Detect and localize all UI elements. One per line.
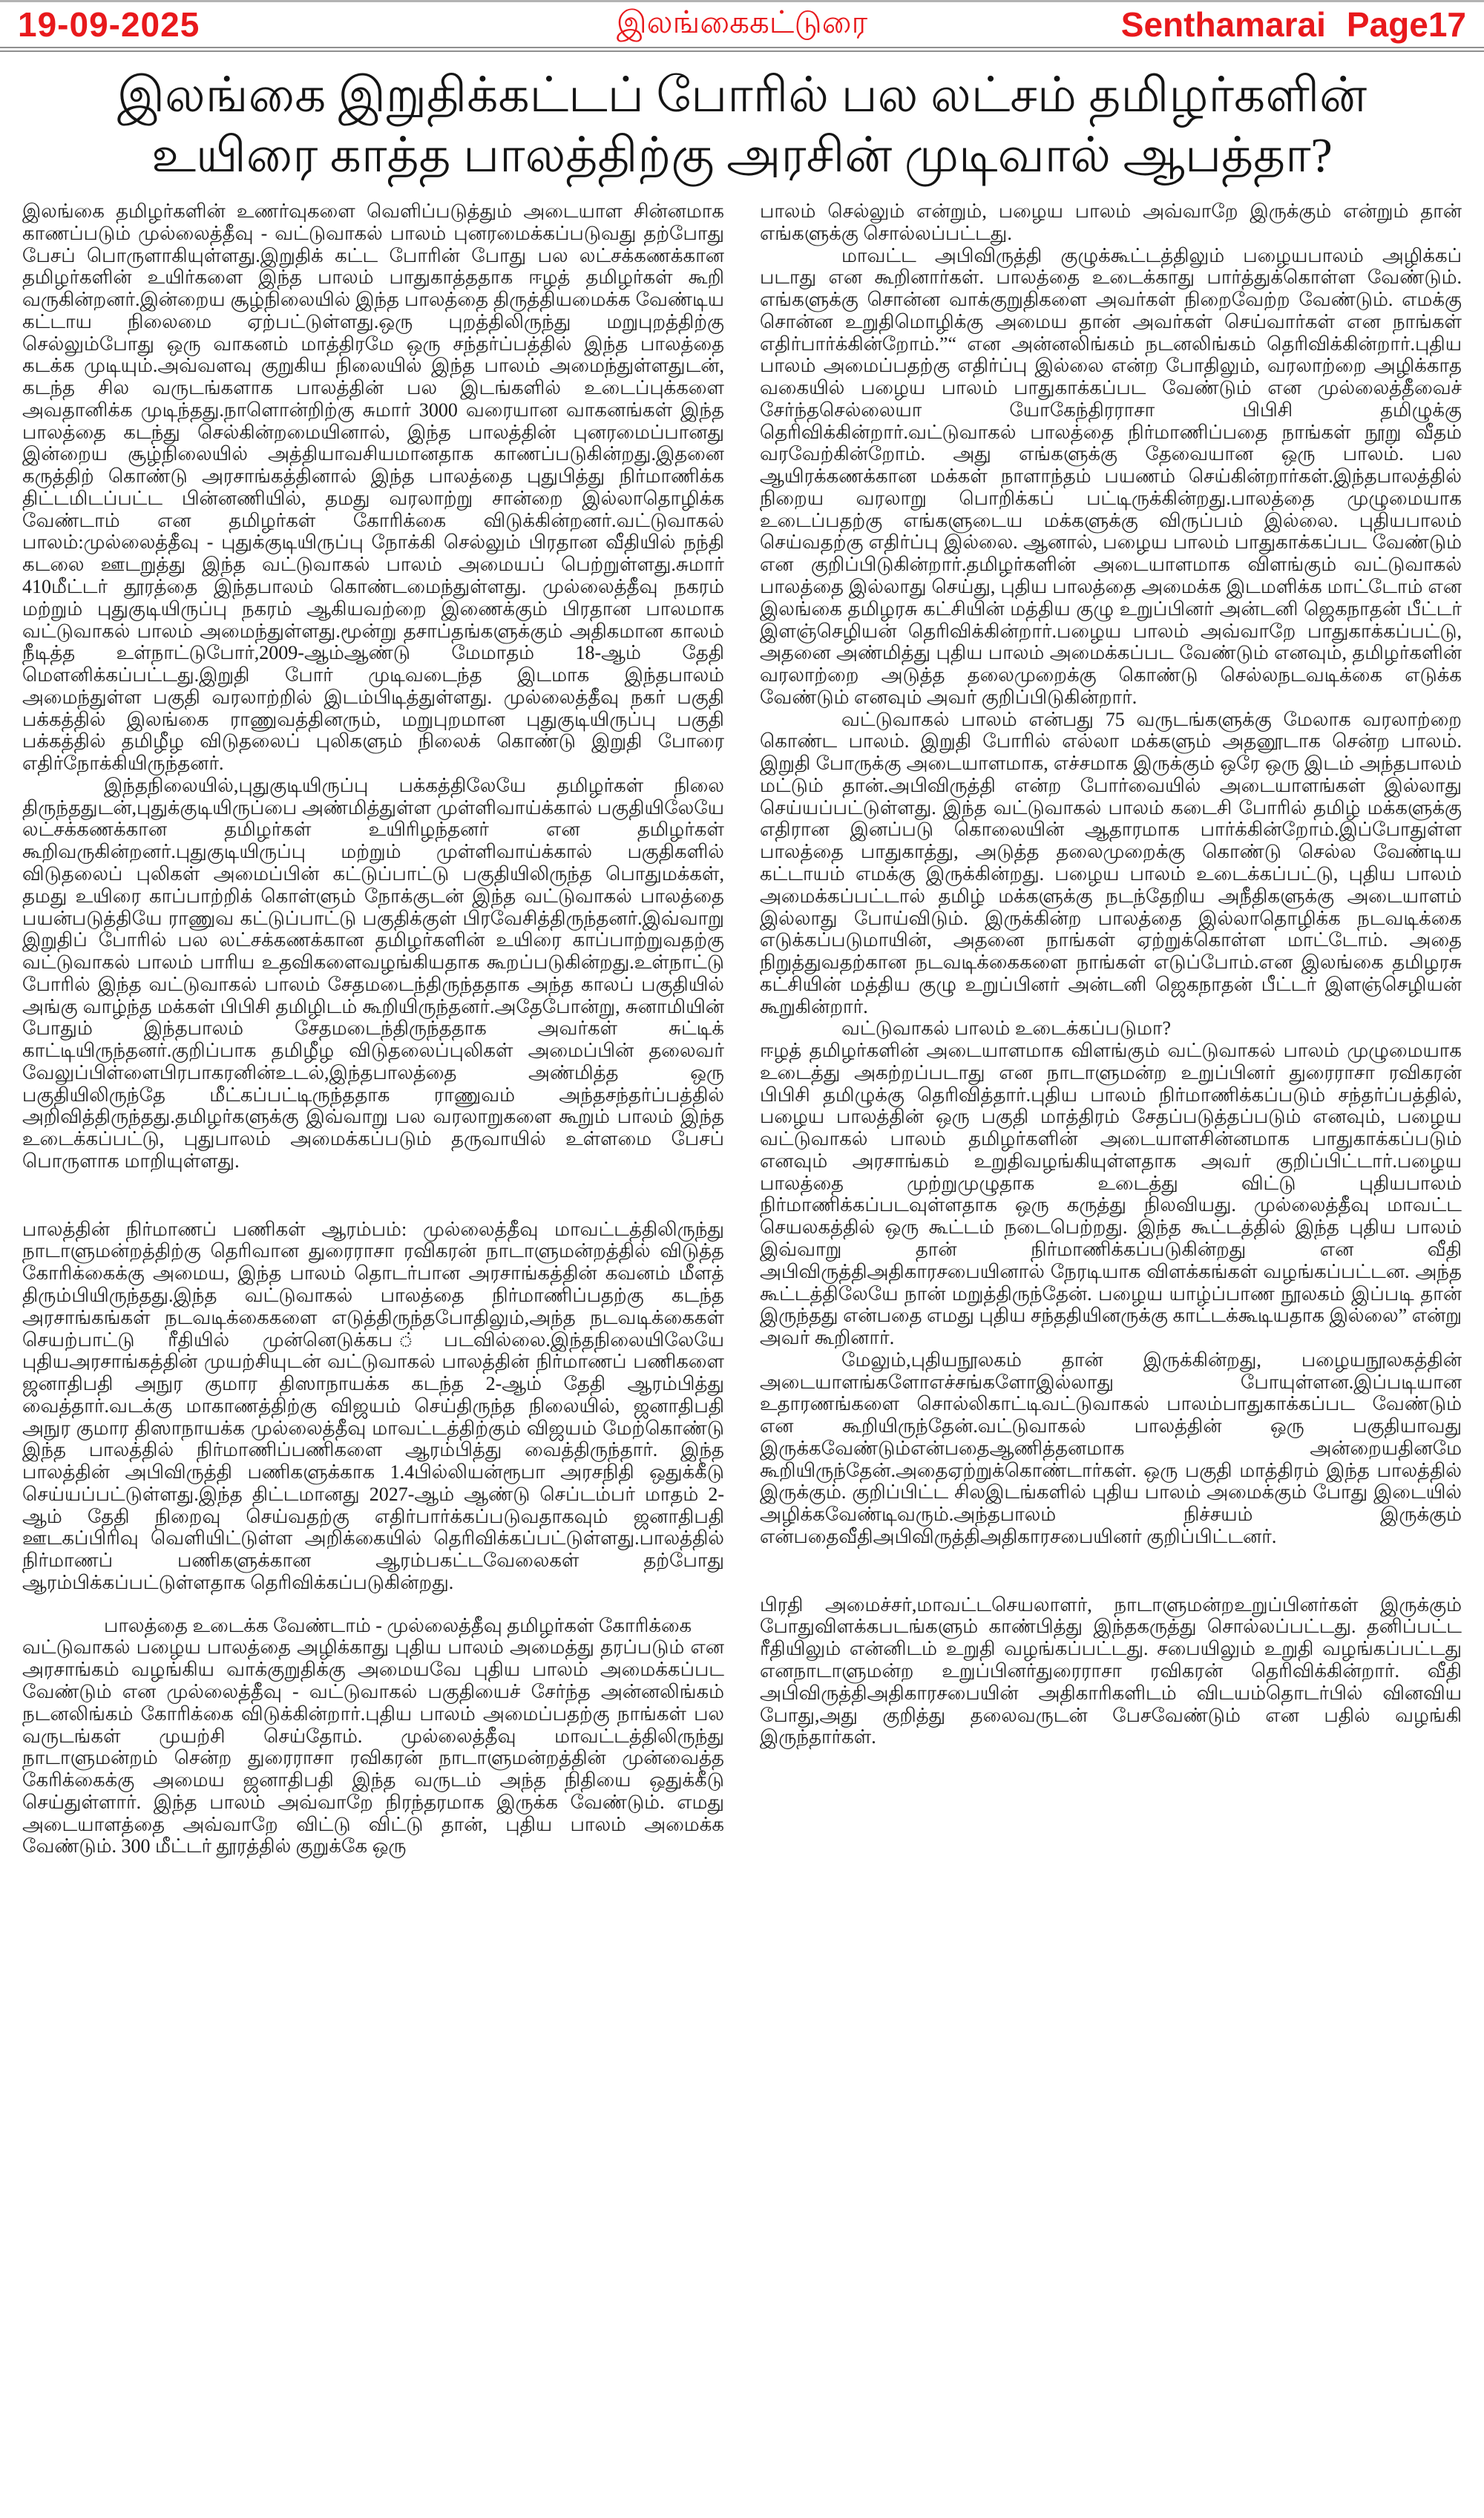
article-paragraph: மேலும்,புதியநூலகம் தான் இருக்கின்றது, பழையநூலகத்தின் அடையாளங்களோஎச்சங்களோஇல்லாது போயுள்ளன.இப்படியான உதாரணங்களை சொல்லிகாட்டிவட்டுவாகல் பாலம்பாதுகாக்கப்பட வேண்டும் என கூறியிருந்தேன்.வட்டுவாகல் பாலத்தின் ஒரு பகுதியாவது இருக்கவேண்டும்என்பதைஆணித்தனமாக அன்றையதினமே கூறியிருந்தேன்.அதைஏற்றுக்கொண்டார்கள். ஒரு பகுதி மாத்திரம் இந்த பாலத்தில் இருக்கும். குறிப்பிட்ட சிலஇடங்களில் புதிய பாலம் அமைக்கும் போது இடையில் அழிக்கவேண்டிவரும்.அந்தபாலம் நிச்சயம் இருக்கும் என்பதைவீதிஅபிவிருத்திஅதிகாரசபையினர் குறிப்பிட்டனர். [760, 1348, 1462, 1547]
article-paragraph: இலங்கை தமிழர்களின் உணர்வுகளை வெளிப்படுத்தும் அடையாள சின்னமாக காணப்படும் முல்லைத்தீவு - வட்டுவாகல் பாலம் புனரமைக்கப்படுவது தற்போது பேசப் பொருளாகியுள்ளது.இறுதிக் கட்ட போரின் போது பல லட்சக்கணக்கான தமிழர்களின் உயிர்களை இந்த பாலம் பாதுகாத்ததாக ஈழத் தமிழர்கள் கூறி வருகின்றனர்.இன்றைய சூழ்நிலையில் இந்த பாலத்தை திருத்தியமைக்க வேண்டிய கட்டாய நிலைமை ஏற்பட்டுள்ளது.ஒரு புறத்திலிருந்து மறுபுறத்திற்கு செல்லும்போது ஒரு வாகனம் மாத்திரமே ஒரு சந்தர்ப்பத்தில் இந்த பாலத்தை கடக்க முடியும்.அவ்வளவு குறுகிய நிலையில் இந்த பாலம் அமைந்துள்ளதுடன், கடந்த சில வருடங்களாக பாலத்தின் பல இடங்களில் உடைப்புக்களை அவதானிக்க முடிந்தது.நாளொன்றிற்கு சுமார் 3000 வரையான வாகனங்கள் இந்த பாலத்தை கடந்து செல்கின்றமையினால், இந்த பாலத்தின் புனரமைப்பானது இன்றைய சூழ்நிலையில் அத்தியாவசியமானதாக காணப்படுகின்றது.இதனை கருத்திற் கொண்டு அரசாங்கத்தினால் இந்த பாலத்தை புதுபித்து நிர்மாணிக்க திட்டமிடப்பட்ட பின்னணியில், தமது வரலாற்று சான்றை இல்லாதொழிக்க வேண்டாம் என தமிழர்கள் கோரிக்கை விடுக்கின்றனர்.வட்டுவாகல் பாலம்:முல்லைத்தீவு - புதுக்குடியிருப்பு நோக்கி செல்லும் பிரதான வீதியில் நந்தி கடலை ஊடறுத்து இந்த வட்டுவாகல் பாலம் அமையப் பெற்றுள்ளது.சுமார் 410மீட்டர் தூரத்தை இந்தபாலம் கொண்டமைந்துள்ளது. முல்லைத்தீவு நகரம் மற்றும் புதுகுடியிருப்பு நகரம் ஆகியவற்றை இணைக்கும் பிரதான பாலமாக வட்டுவாகல் பாலம் அமைந்துள்ளது.மூன்று தசாப்தங்களுக்கும் அதிகமான காலம் நீடித்த உள்நாட்டுபோர்,2009-ஆம்ஆண்டு மேமாதம் 18-ஆம் தேதி மௌனிக்கப்பட்டது.இறுதி போர் முடிவடைந்த இடமாக இந்தபாலம் அமைந்துள்ள பகுதி வரலாற்றில் இடம்பிடித்துள்ளது. முல்லைத்தீவு நகர் பகுதி பக்கத்தில் இலங்கை ராணுவத்தினரும், மறுபுறமான புதுகுடியிருப்பு பகுதி பக்கத்தில் தமிழீழ விடுதலைப் புலிகளும் நிலைக் கொண்டு இறுதி போரை எதிர்நோக்கியிருந்தனர். [22, 200, 724, 775]
headline-line-2: உயிரை காத்த பாலத்திற்கு அரசின் முடிவால் ஆபத்தா? [151, 128, 1333, 183]
masthead-paper [983, 4, 1466, 45]
article-column-left [22, 200, 724, 1858]
headline-line-1: இலங்கை இறுதிக்கட்டப் போரில் பல லட்சம் தமிழர்களின் [116, 68, 1368, 122]
article-paragraph: மாவட்ட அபிவிருத்தி குழுக்கூட்டத்திலும் பழையபாலம் அழிக்கப் படாது என கூறினார்கள். பாலத்தை உடைக்காது பார்த்துக்கொள்ள வேண்டும். எங்களுக்கு சொன்ன வாக்குறுதிகளை அவர்கள் நிறைவேற்ற வேண்டும். எமக்கு சொன்ன உறுதிமொழிக்கு அமைய தான் அவர்கள் செய்வார்கள் என நாங்கள் எதிர்பார்க்கின்றோம்.”“ என அன்னலிங்கம் நடனலிங்கம் தெரிவிக்கின்றார்.புதிய பாலம் அமைப்பதற்கு எதிர்ப்பு இல்லை என்ற போதிலும், வரலாற்றை அழிக்காத வகையில் பழைய பாலம் பாதுகாக்கப்பட வேண்டும் என முல்லைத்தீவைச் சேர்ந்தசெல்லையா யோகேந்திரராசா பிபிசி தமிழுக்கு தெரிவிக்கின்றார்.வட்டுவாகல் பாலத்தை நிர்மாணிப்பதை நாங்கள் நூறு வீதம் வரவேற்கின்றோம். அது எங்களுக்கு தேவையான ஒரு பாலம். பல ஆயிரக்கணக்கான மக்கள் நாளாந்தம் பயணம் செய்கின்றார்கள்.இந்தபாலத்தில் நிறைய வரலாறு பொறிக்கப் பட்டிருக்கின்றது.பாலத்தை முழுமையாக உடைப்பதற்கு எங்களுடைய மக்களுக்கு விருப்பம் இல்லை. புதியபாலம் செய்வதற்கு எதிர்ப்பு இல்லை. ஆனால், பழைய பாலம் பாதுகாக்கப்பட வேண்டும் என குறிப்பிடுகின்றார்.தமிழர்களின் அடையாளமாக விளங்கும் வட்டுவாகல் பாலத்தை இல்லாது செய்து, புதிய பாலத்தை அமைக்க இடமளிக்க மாட்டோம் என இலங்கை தமிழரசு கட்சியின் மத்திய குழு உறுப்பினர் அன்டனி ஜெகநாதன் பீட்டர் இளஞ்செழியன் தெரிவிக்கின்றார்.பழைய பாலம் அவ்வாறே பாதுகாக்கப்பட்டு, அதனை அண்மித்து புதிய பாலம் அமைக்கப்பட வேண்டும் எனவும், தமிழர்களின் வரலாற்றை அடுத்த தலைமுறைக்கு கொண்டு செல்லநடவடிக்கை எடுக்க வேண்டும் எனவும் அவர் குறிப்பிடுகின்றார். [760, 244, 1462, 708]
paper-name: Senthamarai [1120, 5, 1326, 44]
article-body [0, 190, 1484, 1858]
article-paragraph: பாலத்தின் நிர்மாணப் பணிகள் ஆரம்பம்: முல்லைத்தீவு மாவட்டத்திலிருந்து நாடாளுமன்றத்திற்கு தெரிவான துரைராசா ரவிகரன் நாடாளுமன்றத்தில் விடுத்த கோரிக்கைக்கு அமைய, இந்த பாலம் தொடர்பான அரசாங்கத்தின் கவனம் மீளத் திரும்பியிருந்தது.இந்த வட்டுவாகல் பாலத்தை நிர்மாணிப்பதற்கு கடந்த அரசாங்கங்கள் நடவடிக்கைகளை எடுத்திருந்தபோதிலும்,அந்த நடவடிக்கைகள் செயற்பாட்டு ரீதியில் முன்னெடுக்கப ்படவில்லை.இந்தநிலையிலேயே புதியஅரசாங்கத்தின் முயற்சியுடன் வட்டுவாகல் பாலத்தின் நிர்மாணப் பணிகளை ஜனாதிபதி அநுர குமார திஸாநாயக்க கடந்த 2-ஆம் தேதி ஆரம்பித்து வைத்தார்.வடக்கு மாகாணத்திற்கு விஜயம் செய்திருந்த நிலையில், ஜனாதிபதி அநுர குமார திஸாநாயக்க முல்லைத்தீவு மாவட்டத்திற்கும் விஜயம் மேற்கொண்டு இந்த பாலத்தில் நிர்மாணிப்பணிகளை ஆரம்பித்து வைத்திருந்தார். இந்த பாலத்தின் அபிவிருத்தி பணிகளுக்காக 1.4பில்லியன்ரூபா அரசநிதி ஒதுக்கீடு செய்யப்பட்டுள்ளது.இந்த திட்டமானது 2027-ஆம் ஆண்டு செப்டம்பர் மாதம் 2-ஆம் தேதி நிறைவு செய்வதற்கு எதிர்பார்க்கப்படுவதாகவும் ஜனாதிபதி ஊடகப்பிரிவு வெளியிட்டுள்ள அறிக்கையில் தெரிவிக்கப்பட்டுள்ளது.பாலத்தில் நிர்மாணப் பணிகளுக்கான ஆரம்பகட்டவேலைகள் தற்போது ஆரம்பிக்கப்பட்டுள்ளதாக தெரிவிக்கப்படுகின்றது. [22, 1218, 724, 1593]
sub-headline: வட்டுவாகல் பாலம் உடைக்கப்படுமா? [841, 1017, 1171, 1040]
article-paragraph: வட்டுவாகல் பாலம் என்பது 75 வருடங்களுக்கு மேலாக வரலாற்றை கொண்ட பாலம். இறுதி போரில் எல்லா மக்களும் அதனூடாக சென்ற பாலம். இறுதி போருக்கு அடையாளமாக, எச்சமாக இருக்கும் ஒரே ஒரு இடம் அந்தபாலம் மட்டும் தான்.அபிவிருத்தி என்ற போர்வையில் அடையாளங்கள் இல்லாது செய்யப்பட்டுள்ளது. இந்த வட்டுவாகல் பாலம் கடைசி போரில் தமிழ் மக்களுக்கு எதிரான இனப்படு கொலையின் ஆதாரமாக பார்க்கின்றோம்.இப்போதுள்ள பாலத்தை பாதுகாத்து, அடுத்த தலைமுறைக்கு கொண்டு செல்ல வேண்டிய கட்டாயம் எமக்கு இருக்கின்றது. பழைய பாலம் உடைக்கப்பட்டு, புதிய பாலம் அமைக்கப்பட்டால் தமிழ் மக்களுக்கு நடந்தேறிய அநீதிகளுக்கு அடையாளம் இல்லாது போய்விடும். இருக்கின்ற பாலத்தை இல்லாதொழிக்க நடவடிக்கை எடுக்கப்படுமாயின், அதனை நாங்கள் ஏற்றுக்கொள்ள மாட்டோம். அதை நிறுத்துவதற்கான நடவடிக்கைகளை நாங்கள் எடுப்போம்.என இலங்கை தமிழரசு கட்சியின் மத்திய குழு உறுப்பினர் அன்டனி ஜெகநாதன் பீட்டர் இளஞ்செழியன் கூறுகின்றார். [760, 708, 1462, 1017]
article-column-right [760, 200, 1462, 1858]
masthead [0, 0, 1484, 52]
article-paragraph: வட்டுவாகல் பழைய பாலத்தை அழிக்காது புதிய பாலம் அமைத்து தரப்படும் என அரசாங்கம் வழங்கிய வாக்குறுதிக்கு அமையவே புதிய பாலம் அமைக்கப்பட வேண்டும் என முல்லைத்தீவு - வட்டுவாகல் பகுதியைச் சேர்ந்த அன்னலிங்கம் நடனலிங்கம் கோரிக்கை விடுக்கின்றார்.புதிய பாலம் அமைப்பதற்கு நாங்கள் பல வருடங்கள் முயற்சி செய்தோம். முல்லைத்தீவு மாவட்டத்திலிருந்து நாடாளுமன்றம் சென்ற துரைராசா ரவிகரன் நாடாளுமன்றத்தின் முன்வைத்த கேரிக்கைக்கு அமைய ஜனாதிபதி இந்த வருடம் அந்த நிதியை ஒதுக்கீடு செய்துள்ளார். இந்த பாலம் அவ்வாறே நிரந்தரமாக இருக்க வேண்டும். எமது அடையாளத்தை அவ்வாறே விட்டு விட்டு தான், புதிய பாலம் அமைக்க வேண்டும். 300 மீட்டர் தூரத்தில் குறுக்கே ஒரு [22, 1636, 724, 1858]
article-paragraph: பிரதி அமைச்சர்,மாவட்டசெயலாளர், நாடாளுமன்றஉறுப்பினர்கள் இருக்கும் போதுவிளக்கபடங்களும் காண்பித்து இந்தகருத்து சொல்லப்பட்டது. தனிப்பட்ட ரீதியிலும் என்னிடம் உறுதி வழங்கப்பட்டது. சபையிலும் உறுதி வழங்கப்பட்டது எனநாடாளுமன்ற உறுப்பினர்துரைராசா ரவிகரன் தெரிவிக்கின்றார். வீதி அபிவிருத்திஅதிகாரசபையின் அதிகாரிகளிடம் விடயம்தொடர்பில் வினவிய போது,அது குறித்து தலைவருடன் பேசவேண்டும் என பதில் வழங்கி இருந்தார்கள். [760, 1593, 1462, 1748]
article-paragraph: இந்தநிலையில்,புதுகுடியிருப்பு பக்கத்திலேயே தமிழர்கள் நிலை திருந்ததுடன்,புதுக்குடியிருப்பை அண்மித்துள்ள முள்ளிவாய்க்கால் பகுதியிலேயே லட்சக்கணக்கான தமிழர்கள் உயிரிழந்தனர் என தமிழர்கள் கூறிவருகின்றனர்.புதுகுடியிருப்பு மற்றும் முள்ளிவாய்க்கால் பகுதிகளில் விடுதலைப் புலிகள் அமைப்பின் கட்டுப்பாட்டு பகுதியிலிருந்த பொதுமக்கள், தமது உயிரை காப்பாற்றிக் கொள்ளும் நோக்குடன் இந்த வட்டுவாகல் பாலத்தை பயன்படுத்தியே ராணுவ கட்டுப்பாட்டு பகுதிக்குள் பிரவேசித்திருந்தனர்.இவ்வாறு இறுதிப் போரில் பல லட்சக்கணக்கான தமிழர்களின் உயிரை காப்பாற்றுவதற்கு வட்டுவாகல் பாலம் பாரிய உதவிகளைவழங்கியதாக கூறப்படுகின்றது.உள்நாட்டு போரில் இந்த வட்டுவாகல் பாலம் சேதமடைந்திருந்ததாக அந்த காலப் பகுதியில் அங்கு வாழ்ந்த மக்கள் பிபிசி தமிழிடம் கூறியிருந்தனர்.அதேபோன்று, சுனாமியின் போதும் இந்தபாலம் சேதமடைந்திருந்ததாக அவர்கள் சுட்டிக் காட்டியிருந்தனர்.குறிப்பாக தமிழீழ விடுதலைப்புலிகள் அமைப்பின் தலைவர் வேலுப்பிள்ளைபிரபாகரனின்உடல்,இந்தபாலத்தை அண்மித்த ஒரு பகுதியிலிருந்தே மீட்கப்பட்டிருந்ததாக ராணுவம் அந்தசந்தர்ப்பத்தில் அறிவித்திருந்தது.தமிழர்களுக்கு இவ்வாறு பல வரலாறுகளை கூறும் பாலம் இந்த உடைக்கப்பட்டு, புதுபாலம் அமைக்கப்படும் தருவாயில் உள்ளமை பேசப் பொருளாக மாறியுள்ளது. [22, 774, 724, 1172]
page-number: Page17 [1346, 5, 1467, 44]
masthead-date: 19-09-2025 [18, 5, 200, 44]
sub-headline: பாலத்தை உடைக்க வேண்டாம் - முல்லைத்தீவு தமிழர்கள் கோரிக்கை [104, 1614, 692, 1636]
masthead-section-title: இலங்கைகட்டுரை [616, 5, 868, 40]
article-paragraph: ஈழத் தமிழர்களின் அடையாளமாக விளங்கும் வட்டுவாகல் பாலம் முழுமையாக உடைத்து அகற்றப்படாது என நாடாளுமன்ற உறுப்பினர் துரைராசா ரவிகரன் பிபிசி தமிழுக்கு தெரிவித்தார்.புதிய பாலம் நிர்மாணிக்கப்படும் சந்தர்ப்பத்தில், பழைய பாலத்தின் ஒரு பகுதி மாத்திரம் சேதப்படுத்தப்படும் எனவும், பழைய வட்டுவாகல் பாலம் தமிழர்களின் அடையாளசின்னமாக பாதுகாக்கப்படும் எனவும் அரசாங்கம் உறுதிவழங்கியுள்ளதாக அவர் குறிப்பிட்டார்.பழைய பாலத்தை முற்றுமுழுதாக உடைத்து விட்டு புதியபாலம் நிர்மாணிக்கப்படவுள்ளதாக ஒரு கருத்து நிலவியது. முல்லைத்தீவு மாவட்ட செயலகத்தில் ஒரு கூட்டம் நடைபெற்றது. இந்த கூட்டத்தில் இந்த புதிய பாலம் இவ்வாறு தான் நிர்மாணிக்கப்படுகின்றது என வீதி அபிவிருத்திஅதிகாரசபையினால் நேரடியாக விளக்கங்கள் வழங்கப்பட்டன. அந்த கூட்டத்திலேயே நான் மறுத்திருந்தேன். பழைய யாழ்ப்பாண நூலகம் இப்படி தான் இருந்தது என்பதை எமது புதிய சந்ததியினருக்கு காட்டக்கூடியதாக இல்லை” என்று அவர் கூறினார். [760, 1040, 1462, 1349]
article-paragraph: பாலம் செல்லும் என்றும், பழைய பாலம் அவ்வாறே இருக்கும் என்றும் தான் எங்களுக்கு சொல்லப்பட்டது. [760, 200, 1462, 244]
article-headline [0, 52, 1484, 190]
